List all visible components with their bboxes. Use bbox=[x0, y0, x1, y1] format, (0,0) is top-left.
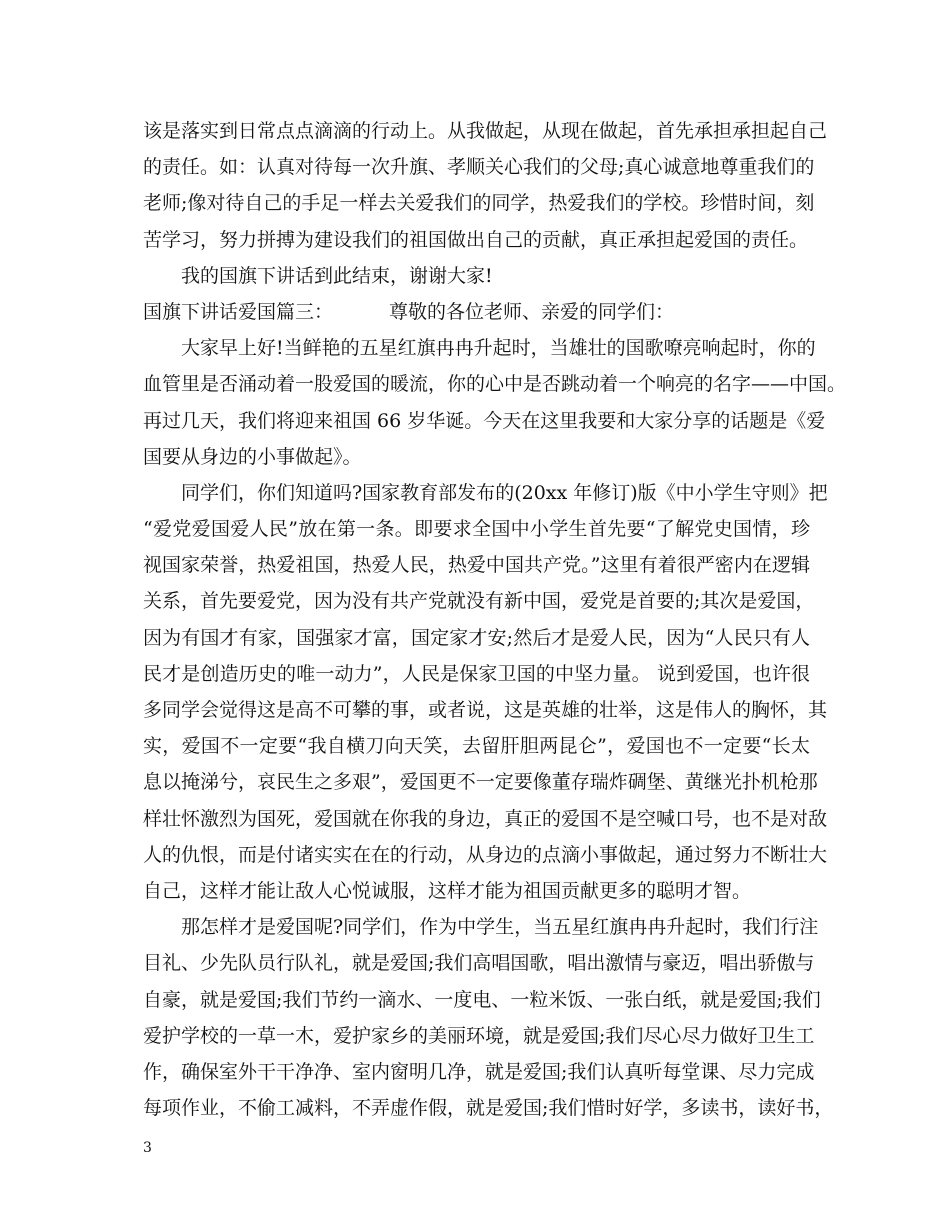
paragraph-line: 大家早上好!当鲜艳的五星红旗冉冉升起时，当雄壮的国歌嘹亮响起时，你的 bbox=[181, 337, 816, 360]
paragraph-line: 自己，这样才能让敌人心悦诚服，这样才能为祖国贡献更多的聪明才智。 bbox=[143, 879, 752, 902]
paragraph-line: 民才是创造历史的唯一动力”，人民是保家卫国的中坚力量。 说到爱国，也许很 bbox=[143, 662, 810, 685]
closing-line: 我的国旗下讲话到此结束，谢谢大家! bbox=[181, 264, 493, 287]
paragraph-line: 同学们，你们知道吗?国家教育部发布的(20xx 年修订)版《中小学生守则》把 bbox=[181, 481, 828, 504]
paragraph-line: 该是落实到日常点点滴滴的行动上。从我做起，从现在做起，首先承担承担起自己 bbox=[143, 120, 828, 142]
paragraph-line: 因为有国才有家，国强家才富，国定家才安;然后才是爱人民，因为“人民只有人 bbox=[143, 626, 810, 649]
paragraph-line: 苦学习，努力拼搏为建设我们的祖国做出自己的贡献，真正承担起爱国的责任。 bbox=[143, 228, 809, 251]
greeting: 尊敬的各位老师、亲爱的同学们： bbox=[389, 300, 675, 323]
paragraph-line: 老师;像对待自己的手足一样去关爱我们的同学，热爱我们的学校。珍惜时间，刻 bbox=[143, 192, 815, 215]
paragraph-line: 实，爱国不一定要“我自横刀向天笑，去留肝胆两昆仑”，爱国也不一定要“长太 bbox=[143, 735, 810, 758]
paragraph-line: 国要从身边的小事做起》。 bbox=[143, 445, 362, 468]
paragraph-line: 多同学会觉得这是高不可攀的事，或者说，这是英雄的壮举，这是伟人的胸怀，其 bbox=[143, 699, 828, 721]
paragraph-line: 息以掩涕兮，哀民生之多艰”，爱国更不一定要像董存瑞炸碉堡、黄继光扑机枪那 bbox=[143, 771, 818, 794]
paragraph-line: 那怎样才是爱国呢?同学们，作为中学生，当五星红旗冉冉升起时，我们行注 bbox=[181, 916, 819, 939]
section-heading bbox=[143, 298, 810, 334]
paragraph-line: 作，确保室外干干净净、室内窗明几净，就是爱国;我们认真听每堂课、尽力完成 bbox=[143, 1060, 815, 1083]
paragraph-line: “爱党爱国爱人民”放在第一条。即要求全国中小学生首先要“了解党史国情，珍 bbox=[143, 518, 810, 541]
paragraph-line: 关系，首先要爱党，因为没有共产党就没有新中国，爱党是首要的;其次是爱国， bbox=[143, 590, 815, 613]
paragraph-line: 自豪，就是爱国;我们节约一滴水、一度电、一粒米饭、一张白纸，就是爱国;我们 bbox=[143, 988, 821, 1011]
document-body bbox=[143, 117, 847, 1130]
paragraph-line: 视国家荣誉，热爱祖国，热爱人民，热爱中国共产党。”这里有着很严密内在逻辑 bbox=[143, 554, 810, 577]
paragraph-line: 目礼、少先队员行队礼，就是爱国;我们高唱国歌，唱出激情与豪迈，唱出骄傲与 bbox=[143, 952, 815, 975]
paragraph-line: 的责任。如：认真对待每一次升旗、孝顺关心我们的父母;真心诚意地尊重我们的 bbox=[143, 156, 815, 179]
paragraph-line: 血管里是否涌动着一股爱国的暖流，你的心中是否跳动着一个响亮的名字——中国。 bbox=[143, 373, 847, 396]
paragraph-line: 爱护学校的一草一木，爱护家乡的美丽环境，就是爱国;我们尽心尽力做好卫生工 bbox=[143, 1024, 815, 1047]
paragraph-line: 每项作业，不偷工减料，不弄虚作假，就是爱国;我们惜时好学，多读书，读好书， bbox=[143, 1097, 834, 1120]
paragraph-line: 样壮怀激烈为国死，爱国就在你我的身边，真正的爱国不是空喊口号，也不是对敌 bbox=[143, 807, 828, 830]
paragraph-line: 再过几天，我们将迎来祖国 66 岁华诞。今天在这里我要和大家分享的话题是《爱 bbox=[143, 409, 826, 432]
section-title: 国旗下讲话爱国篇三： bbox=[143, 300, 334, 323]
page-number: 3 bbox=[143, 1140, 152, 1156]
paragraph-line: 人的仇恨，而是付诸实实在在的行动，从身边的点滴小事做起，通过努力不断壮大 bbox=[143, 843, 828, 866]
